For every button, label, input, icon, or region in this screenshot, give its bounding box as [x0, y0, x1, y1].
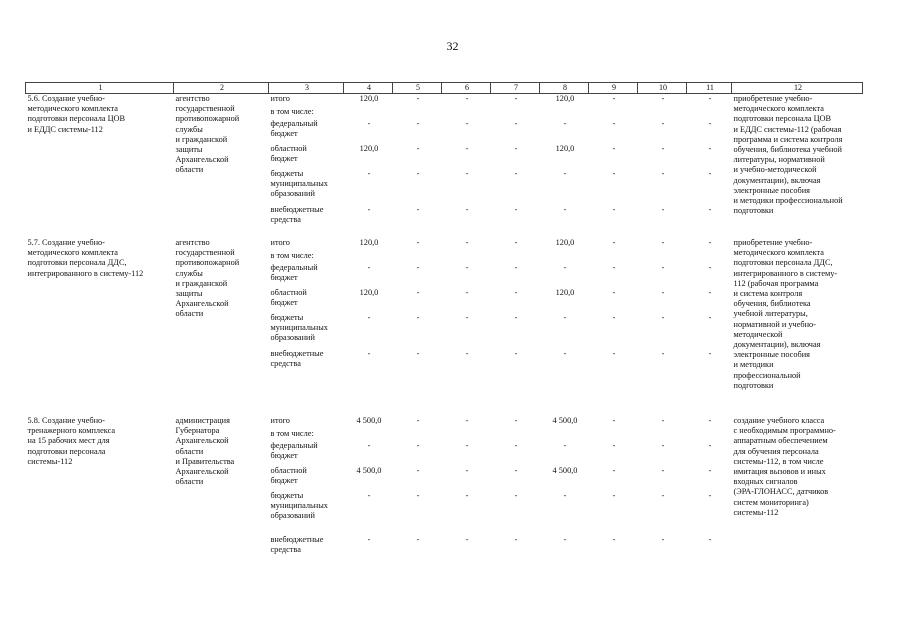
source-name: федеральный бюджет	[270, 119, 318, 139]
value: -	[612, 466, 616, 475]
value: -	[612, 205, 616, 214]
value: -	[708, 119, 712, 128]
column-number: 2	[174, 83, 269, 94]
value	[640, 107, 687, 120]
table-row	[26, 416, 863, 576]
value-col-8	[540, 238, 589, 416]
value: -	[416, 535, 420, 544]
value: -	[708, 313, 712, 322]
column-number: 10	[638, 83, 687, 94]
value: -	[612, 119, 616, 128]
value: -	[708, 491, 712, 500]
value: -	[612, 416, 616, 425]
value: 120,0	[359, 94, 379, 103]
page-number: 32	[446, 39, 459, 53]
source-name: областной бюджет	[270, 144, 307, 164]
value: -	[612, 263, 616, 272]
value	[591, 429, 638, 442]
value: -	[612, 169, 616, 178]
value: -	[661, 535, 665, 544]
value: -	[661, 466, 665, 475]
value: -	[465, 263, 469, 272]
value: -	[514, 416, 518, 425]
value: -	[612, 144, 616, 153]
value: -	[612, 288, 616, 297]
executor-cell: агентство государственной противопожарной службы и гражданской защиты Архангельской области	[175, 238, 240, 319]
value: -	[514, 288, 518, 297]
value: -	[612, 313, 616, 322]
value: -	[465, 441, 469, 450]
source-name: в том числе:	[270, 428, 314, 438]
value: -	[367, 349, 371, 358]
value	[395, 429, 442, 442]
source-name: итого	[270, 416, 290, 425]
value-col-11	[687, 94, 732, 239]
value: -	[465, 144, 469, 153]
column-number: 6	[442, 83, 491, 94]
value: -	[367, 313, 371, 322]
executor-cell: администрация Губернатора Архангельской области и Правительства Архангельской области	[175, 416, 235, 487]
value-col-9	[589, 416, 638, 576]
value: -	[367, 535, 371, 544]
value	[640, 429, 687, 442]
value: -	[661, 313, 665, 322]
value: -	[465, 238, 469, 247]
column-number: 7	[491, 83, 540, 94]
value-col-10	[638, 238, 687, 416]
value: -	[563, 535, 567, 544]
source-name: внебюджетные средства	[270, 535, 324, 555]
value: -	[514, 205, 518, 214]
value-col-11	[687, 416, 732, 576]
value	[542, 107, 589, 120]
value	[395, 251, 442, 264]
value-col-9	[589, 238, 638, 416]
value: -	[708, 416, 712, 425]
value: -	[416, 441, 420, 450]
spacer	[542, 527, 589, 535]
value-col-10	[638, 94, 687, 239]
spacer	[591, 527, 638, 535]
value: -	[416, 416, 420, 425]
activity-cell: 5.7. Создание учебно- методического комплекта подготовки персонала ДДС, интегрированного в систему-112	[27, 238, 144, 278]
value-col-5	[393, 416, 442, 576]
value: -	[416, 144, 420, 153]
value-col-4	[344, 416, 393, 576]
value-col-8	[540, 94, 589, 239]
value	[444, 107, 491, 120]
value	[444, 429, 491, 442]
value	[346, 429, 393, 442]
value: 4 500,0	[552, 466, 578, 475]
source-name: бюджеты муниципальных образований	[270, 491, 328, 521]
value-col-7	[491, 416, 540, 576]
value-col-9	[589, 94, 638, 239]
value: -	[416, 491, 420, 500]
value: -	[514, 169, 518, 178]
value: -	[465, 313, 469, 322]
value: -	[563, 441, 567, 450]
value-col-4	[344, 94, 393, 239]
value: -	[708, 263, 712, 272]
value	[395, 107, 442, 120]
value	[493, 429, 540, 442]
value	[689, 107, 732, 120]
value: -	[661, 144, 665, 153]
source-name: в том числе:	[270, 106, 314, 116]
source-name: внебюджетные средства	[270, 349, 324, 369]
value: -	[563, 349, 567, 358]
value: 4 500,0	[552, 416, 578, 425]
value: -	[612, 441, 616, 450]
value: -	[708, 169, 712, 178]
value: -	[708, 205, 712, 214]
value: -	[416, 288, 420, 297]
value: -	[708, 94, 712, 103]
value	[542, 251, 589, 264]
column-number: 9	[589, 83, 638, 94]
value: -	[416, 94, 420, 103]
value: -	[465, 205, 469, 214]
value: -	[465, 288, 469, 297]
value: -	[708, 441, 712, 450]
value: 120,0	[555, 238, 575, 247]
value: -	[416, 238, 420, 247]
spacer	[271, 527, 344, 535]
value: -	[465, 416, 469, 425]
value: -	[612, 491, 616, 500]
value	[689, 251, 732, 264]
source-name: областной бюджет	[270, 466, 307, 486]
value-col-8	[540, 416, 589, 576]
value-col-11	[687, 238, 732, 416]
value: -	[465, 119, 469, 128]
spacer	[640, 527, 687, 535]
source-name: федеральный бюджет	[270, 263, 318, 283]
value-col-6	[442, 238, 491, 416]
result-cell: приобретение учебно- методического комплекта подготовки персонала ЦОВ и ЕДДС системы-112 (рабочая программа и система контроля обучения, библиотека учебной литературы, нормативной и учебно-методической документации), включая электронные пособия и методики профессиональной подготовки	[733, 94, 843, 216]
value: -	[465, 466, 469, 475]
value: -	[465, 491, 469, 500]
value: -	[514, 94, 518, 103]
value: -	[708, 349, 712, 358]
value: -	[514, 263, 518, 272]
value	[640, 251, 687, 264]
value: -	[612, 535, 616, 544]
value: -	[367, 169, 371, 178]
value: -	[612, 349, 616, 358]
value: -	[563, 491, 567, 500]
value: 120,0	[555, 144, 575, 153]
value: -	[661, 238, 665, 247]
activity-cell: 5.8. Создание учебно- тренажерного комплекса на 15 рабочих мест для подготовки персонала системы-112	[27, 416, 116, 466]
source-cell	[269, 238, 344, 416]
value: -	[367, 205, 371, 214]
value-col-7	[491, 238, 540, 416]
value: -	[514, 313, 518, 322]
value: -	[708, 288, 712, 297]
value: -	[514, 144, 518, 153]
value: -	[708, 144, 712, 153]
result-cell: приобретение учебно- методического комплекта подготовки персонала ДДС, интегрированного в систему- 112 (рабочая программа и система контроля обучения, библиотека учебной литературы, нормативной и учебно- методической документации), включая электронные пособия и методики профессиональной подготовки	[733, 238, 838, 390]
value	[591, 251, 638, 264]
value: -	[661, 491, 665, 500]
value: -	[465, 169, 469, 178]
value: -	[367, 263, 371, 272]
value-col-5	[393, 94, 442, 239]
value: -	[465, 349, 469, 358]
value: -	[612, 238, 616, 247]
value	[542, 429, 589, 442]
source-cell	[269, 416, 344, 576]
column-number: 3	[269, 83, 344, 94]
value: -	[661, 94, 665, 103]
spacer	[346, 527, 393, 535]
source-name: в том числе:	[270, 250, 314, 260]
source-name: федеральный бюджет	[270, 441, 318, 461]
column-number: 11	[687, 83, 732, 94]
spacer	[444, 527, 491, 535]
source-name: итого	[270, 238, 290, 247]
value	[444, 251, 491, 264]
value: -	[416, 119, 420, 128]
value: -	[514, 466, 518, 475]
value: -	[612, 94, 616, 103]
funding-table	[25, 82, 863, 576]
column-number: 8	[540, 83, 589, 94]
value: -	[416, 349, 420, 358]
value: -	[465, 535, 469, 544]
value: -	[661, 205, 665, 214]
value-col-4	[344, 238, 393, 416]
value: 4 500,0	[356, 466, 382, 475]
value	[493, 251, 540, 264]
value: -	[416, 205, 420, 214]
value: -	[661, 169, 665, 178]
value: -	[661, 349, 665, 358]
column-number: 1	[26, 83, 174, 94]
source-cell	[269, 94, 344, 239]
value: -	[661, 288, 665, 297]
source-name: итого	[270, 94, 290, 103]
value: -	[563, 169, 567, 178]
spacer	[395, 527, 442, 535]
value: -	[661, 416, 665, 425]
source-name: бюджеты муниципальных образований	[270, 169, 328, 199]
value: -	[367, 491, 371, 500]
source-name: областной бюджет	[270, 288, 307, 308]
source-name: бюджеты муниципальных образований	[270, 313, 328, 343]
value: -	[563, 205, 567, 214]
value: 120,0	[555, 288, 575, 297]
activity-cell: 5.6. Создание учебно- методического комплекта подготовки персонала ЦОВ и ЕДДС системы-112	[27, 94, 126, 134]
value: -	[416, 313, 420, 322]
value-col-10	[638, 416, 687, 576]
value: -	[661, 119, 665, 128]
value: -	[514, 441, 518, 450]
value: -	[563, 263, 567, 272]
value-col-6	[442, 416, 491, 576]
value: -	[708, 238, 712, 247]
value: -	[661, 441, 665, 450]
header-row	[26, 83, 863, 94]
value: -	[416, 466, 420, 475]
column-number: 12	[732, 83, 863, 94]
value: -	[465, 94, 469, 103]
value: -	[416, 169, 420, 178]
value	[689, 429, 732, 442]
value: -	[367, 119, 371, 128]
value: -	[514, 535, 518, 544]
value: 120,0	[359, 238, 379, 247]
value: -	[514, 349, 518, 358]
result-cell: создание учебного класса с необходимым программно- аппаратным обеспечением для обучения персонала системы-112, в том числе имитация вызовов и иных входных сигналов (ЭРА-ГЛОНАСС, датчиков систем мониторинга) системы-112	[733, 416, 836, 517]
value: -	[367, 441, 371, 450]
value: -	[708, 466, 712, 475]
value	[346, 107, 393, 120]
value: 120,0	[555, 94, 575, 103]
value: 4 500,0	[356, 416, 382, 425]
value: -	[514, 119, 518, 128]
column-number: 5	[393, 83, 442, 94]
table-row	[26, 238, 863, 416]
value	[591, 107, 638, 120]
table-row	[26, 94, 863, 239]
source-name: внебюджетные средства	[270, 205, 324, 225]
spacer	[493, 527, 540, 535]
value: -	[416, 263, 420, 272]
value	[346, 251, 393, 264]
value: -	[563, 313, 567, 322]
executor-cell: агентство государственной противопожарной службы и гражданской защиты Архангельской области	[175, 94, 240, 175]
value: -	[563, 119, 567, 128]
value: -	[514, 491, 518, 500]
value	[493, 107, 540, 120]
value: 120,0	[359, 288, 379, 297]
value: -	[514, 238, 518, 247]
value: 120,0	[359, 144, 379, 153]
value-col-7	[491, 94, 540, 239]
spacer	[689, 527, 732, 535]
value: -	[708, 535, 712, 544]
value-col-5	[393, 238, 442, 416]
value-col-6	[442, 94, 491, 239]
value: -	[661, 263, 665, 272]
column-number: 4	[344, 83, 393, 94]
